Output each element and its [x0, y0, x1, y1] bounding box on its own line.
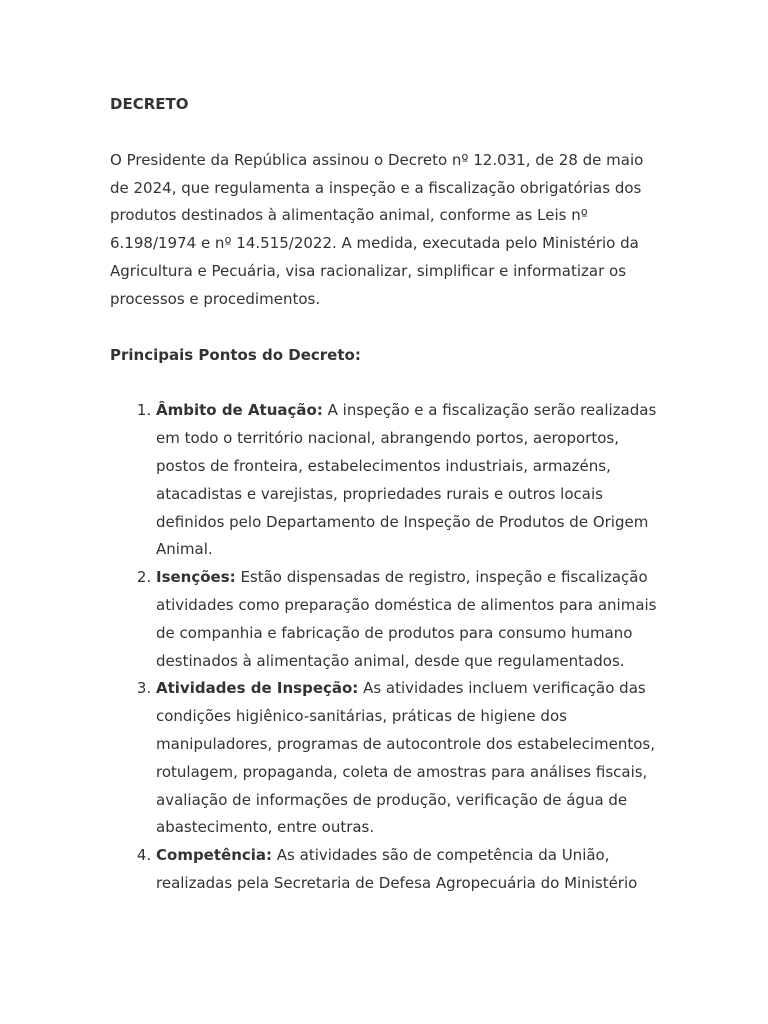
- list-item-term: Âmbito de Atuação:: [156, 401, 323, 420]
- list-item-text: A inspeção e a fiscalização serão realizadas em todo o território nacional, abrangendo portos, aeroportos, postos de fronteira, estabelecimentos industriais, armazéns, atacadistas e varejistas, propriedades rurais e outros locais definidos pelo Departamento de Inspeção de Produtos de Origem Animal.: [156, 401, 657, 559]
- key-points-list: [110, 397, 658, 897]
- list-item-term: Isenções:: [156, 568, 236, 587]
- list-item-term: Competência:: [156, 846, 273, 865]
- list-item: [156, 842, 658, 898]
- list-item-term: Atividades de Inspeção:: [156, 679, 359, 698]
- list-item-text: As atividades incluem verificação das condições higiênico-sanitárias, práticas de higiene dos manipuladores, programas de autocontrole dos estabelecimentos, rotulagem, propaganda, coleta de amostras para análises fiscais, avaliação de informações de produção, verificação de água de abastecimento, entre outras.: [156, 679, 655, 837]
- list-item: [156, 675, 658, 842]
- list-item: [156, 397, 658, 564]
- list-item: [156, 564, 658, 675]
- list-item-text: Estão dispensadas de registro, inspeção e fiscalização atividades como preparação doméstica de alimentos para animais de companhia e fabricação de produtos para consumo humano destinados à alimentação animal, desde que regulamentados.: [156, 568, 657, 670]
- document-title: DECRETO: [110, 95, 189, 113]
- document-page: [110, 91, 658, 898]
- section-heading: Principais Pontos do Decreto:: [110, 345, 361, 364]
- list-item-text: As atividades são de competência da União, realizadas pela Secretaria de Defesa Agropecuária do Ministério: [156, 846, 638, 892]
- intro-paragraph: O Presidente da República assinou o Decreto nº 12.031, de 28 de maio de 2024, que regulamenta a inspeção e a fiscalização obrigatórias dos produtos destinados à alimentação animal, conforme as Leis nº 6.198/1974 e nº 14.515/2022. A medida, executada pelo Ministério da Agricultura e Pecuária, visa racionalizar, simplificar e informatizar os processos e procedimentos.: [110, 150, 644, 308]
